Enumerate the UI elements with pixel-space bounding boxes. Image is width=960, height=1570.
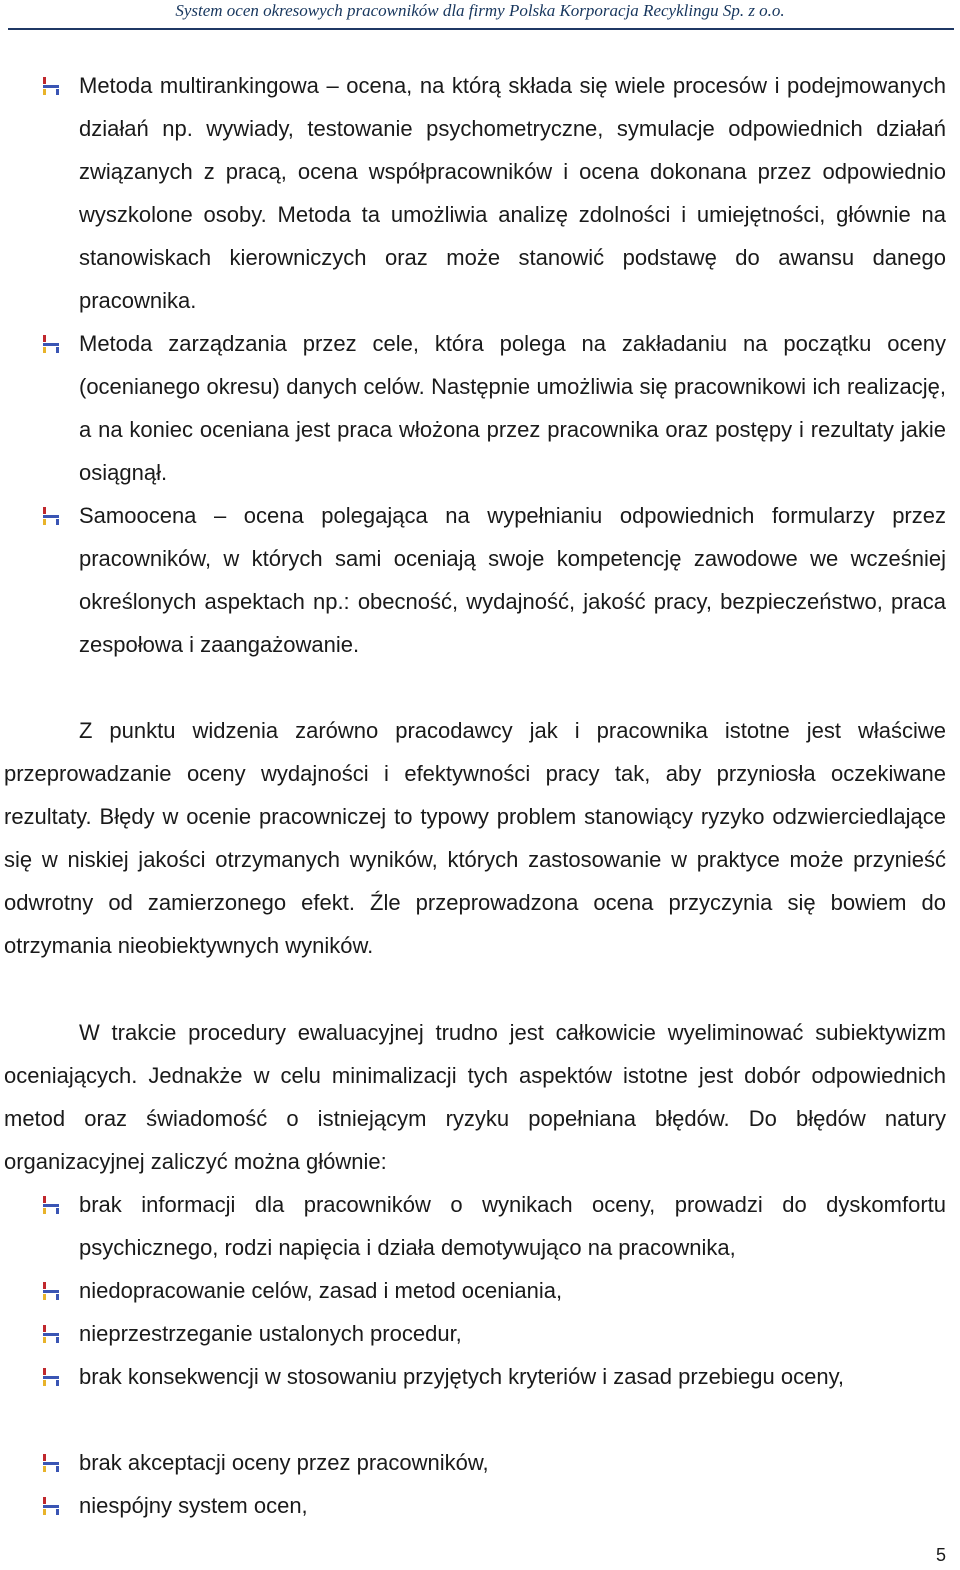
running-header: System ocen okresowych pracowników dla firmy Polska Korporacja Recyklingu Sp. z o.o.: [175, 1, 785, 20]
list-item-text: brak konsekwencji w stosowaniu przyjętych kryteriów i zasad przebiegu oceny,: [79, 1364, 845, 1389]
bullet-marker-icon: [40, 1497, 62, 1515]
list-item-text: brak akceptacji oceny przez pracowników,: [79, 1450, 489, 1475]
bullet-marker-icon: [40, 1368, 62, 1386]
bullet-marker-icon: [40, 1325, 62, 1343]
list-item-text: Metoda zarządzania przez cele, która polega na zakładaniu na początku oceny (ocenianego okresu) danych celów. Następnie umożliwia się pracownikowi ich realizację, a na koniec oceniana jest praca włożona przez pracownika oraz postępy i rezultaty jakie osiągnął.: [79, 331, 946, 485]
header-divider: [8, 28, 954, 30]
bullet-marker-icon: [40, 335, 62, 353]
bullet-marker-icon: [40, 507, 62, 525]
list-item-text: Samoocena – ocena polegająca na wypełnianiu odpowiednich formularzy przez pracowników, w których sami oceniają swoje kompetencję zawodowe we wcześniej określonych aspektach np.: obecność, wydajność, jakość pracy, bezpieczeństwo, praca zespołowa i zaangażowanie.: [79, 503, 946, 657]
list-item-text: brak informacji dla pracowników o wynikach oceny, prowadzi do dyskomfortu psychicznego, rodzi napięcia i działa demotywująco na pracownika,: [79, 1192, 946, 1260]
bullet-marker-icon: [40, 1196, 62, 1214]
paragraph-text: W trakcie procedury ewaluacyjnej trudno jest całkowicie wyeliminować subiektywizm oceniających. Jednakże w celu minimalizacji tych aspektów istotne jest dobór odpowiednich metod oraz świadomość o istniejącym ryzyku popełniana błędów. Do błędów natury organizacyjnej zaliczyć można głównie:: [4, 1020, 946, 1174]
paragraph: [4, 1011, 946, 1183]
bullet-marker-icon: [40, 77, 62, 95]
list-item-text: niedopracowanie celów, zasad i metod oceniania,: [79, 1278, 563, 1303]
list-item-text: niespójny system ocen,: [79, 1493, 308, 1518]
bullet-marker-icon: [40, 1282, 62, 1300]
list-item-text: Metoda multirankingowa – ocena, na którą składa się wiele procesów i podejmowanych działań np. wywiady, testowanie psychometryczne, symulacje odpowiednich działań związanych z pracą, ocena współpracowników i ocena dokonana przez odpowiednio wyszkolone osoby. Metoda ta umożliwia analizę zdolności i umiejętności, głównie na stanowiskach kierowniczych oraz może stanowić podstawę do awansu danego pracownika.: [79, 73, 946, 313]
paragraph: [4, 709, 946, 967]
list-item-text: nieprzestrzeganie ustalonych procedur,: [79, 1321, 462, 1346]
bullet-marker-icon: [40, 1454, 62, 1472]
paragraph-text: Z punktu widzenia zarówno pracodawcy jak i pracownika istotne jest właściwe przeprowadzanie oceny wydajności i efektywności pracy tak, aby przyniosła oczekiwane rezultaty. Błędy w ocenie pracowniczej to typowy problem stanowiący ryzyko odzwierciedlające się w niskiej jakości otrzymanych wyników, których zastosowanie w praktyce może przynieść odwrotny od zamierzonego efekt. Źle przeprowadzona ocena przyczynia się bowiem do otrzymania nieobiektywnych wyników.: [4, 718, 946, 958]
page-number: 5: [935, 1545, 946, 1565]
